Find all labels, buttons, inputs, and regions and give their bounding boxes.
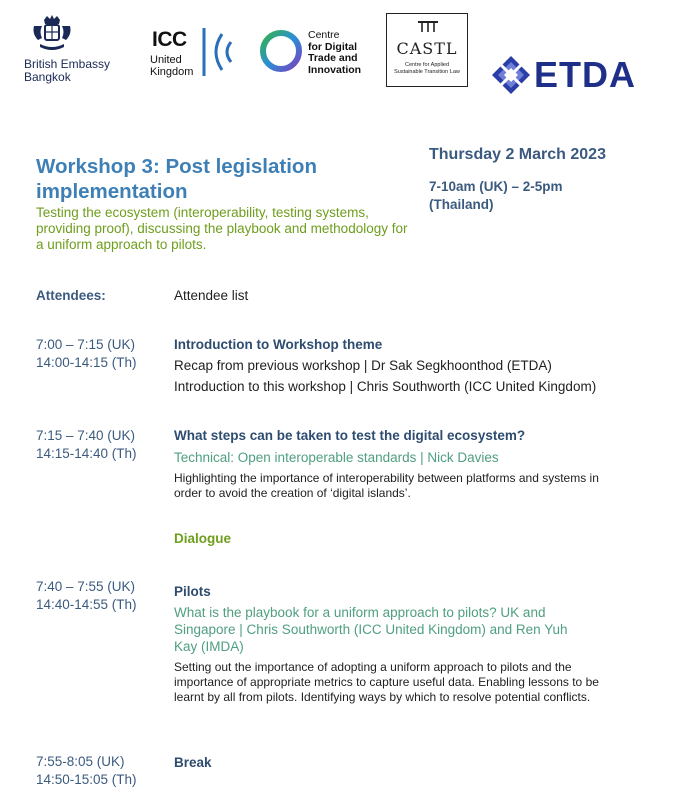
agenda-speaker: What is the playbook for a uniform approach to pilots? UK and Singapore | Chris Southworth (ICC United Kingdom) and Ren Yuh Kay (IMDA) <box>174 605 568 654</box>
embassy-name-line2: Bangkok <box>24 70 71 84</box>
agenda-line: Introduction to this workshop | Chris Southworth (ICC United Kingdom) <box>174 379 597 394</box>
castl-sub1: Centre for Applied <box>404 62 450 68</box>
etda-logo <box>490 54 660 100</box>
time-uk: 7:40 – 7:55 (UK) <box>36 579 136 594</box>
time-uk: 7:55-8:05 (UK) <box>36 754 125 769</box>
workshop-subtitle: Testing the ecosystem (interoperability, testing systems, providing proof), discussing the playbook and methodology for a uniform approach to pilots. <box>36 205 408 252</box>
dialogue-heading: Dialogue <box>174 531 232 546</box>
time-uk: 7:15 – 7:40 (UK) <box>36 428 136 443</box>
castl-sub2: Sustainable Transition Law <box>394 69 460 75</box>
british-embassy-logo <box>24 14 124 94</box>
agenda-item-1 <box>174 336 624 396</box>
embassy-name-line1: British Embassy <box>24 57 111 71</box>
agenda-description: Setting out the importance of adopting a uniform approach to pilots and the importance of appropriate metrics to capture useful data. Enabling lessons to be learnt by all from pilots. Identifying ways by which to resolve potential conflicts. <box>174 660 599 704</box>
time-th: 14:40-14:55 (Th) <box>36 597 137 612</box>
agenda-time-3 <box>36 578 137 614</box>
agenda-item-2 <box>174 427 624 501</box>
cdti-line3: Trade and <box>308 52 358 64</box>
agenda-item-break <box>174 754 624 772</box>
agenda-heading: Introduction to Workshop theme <box>174 337 383 352</box>
agenda-item-dialogue <box>174 530 624 548</box>
etda-x-icon <box>490 54 532 96</box>
cdti-line4: Innovation <box>308 63 362 76</box>
agenda-heading: Pilots <box>174 584 211 599</box>
time-th: 14:00-14:15 (Th) <box>36 355 137 370</box>
time-uk: 7:00 – 7:15 (UK) <box>36 337 136 352</box>
workshop-title: Workshop 3: Post legislation implementation <box>36 155 317 203</box>
castl-name: CASTL <box>396 39 458 58</box>
agenda-speaker: Technical: Open interoperable standards | Nick Davies <box>174 450 499 465</box>
royal-crest-icon <box>30 14 74 54</box>
etda-name: ETDA <box>534 54 636 95</box>
agenda-heading: What steps can be taken to test the digital ecosystem? <box>174 428 526 443</box>
agenda-line: Recap from previous workshop | Dr Sak Segkhoonthod (ETDA) <box>174 358 552 373</box>
centre-digital-trade-logo <box>258 28 368 80</box>
agenda-time-2 <box>36 427 137 463</box>
castl-logo <box>386 13 468 87</box>
icc-logo-text: ICC <box>152 28 187 51</box>
agenda-time-1 <box>36 336 137 372</box>
cdti-line2: for Digital <box>308 40 357 53</box>
time-th: 14:50-15:05 (Th) <box>36 772 137 787</box>
icc-logo-subtext: United Kingdom <box>150 54 194 78</box>
attendees-value: Attendee list <box>174 288 249 303</box>
time-th: 14:15-14:40 (Th) <box>36 446 137 461</box>
agenda-item-3 <box>174 583 624 705</box>
icc-waves-icon <box>200 24 236 80</box>
columns-icon <box>417 20 439 34</box>
icc-uk-logo <box>150 24 238 80</box>
agenda-time-break <box>36 753 137 789</box>
workshop-date: Thursday 2 March 2023 <box>429 146 606 163</box>
attendees-label: Attendees: <box>36 288 106 303</box>
cdti-line1: Centre <box>308 29 340 41</box>
agenda-description: Highlighting the importance of interoperability between platforms and systems in order to avoid the creation of ‘digital islands’. <box>174 471 599 500</box>
cdti-ring-icon <box>258 28 304 74</box>
workshop-time: 7-10am (UK) – 2-5pm (Thailand) <box>429 179 563 212</box>
break-heading: Break <box>174 755 212 770</box>
